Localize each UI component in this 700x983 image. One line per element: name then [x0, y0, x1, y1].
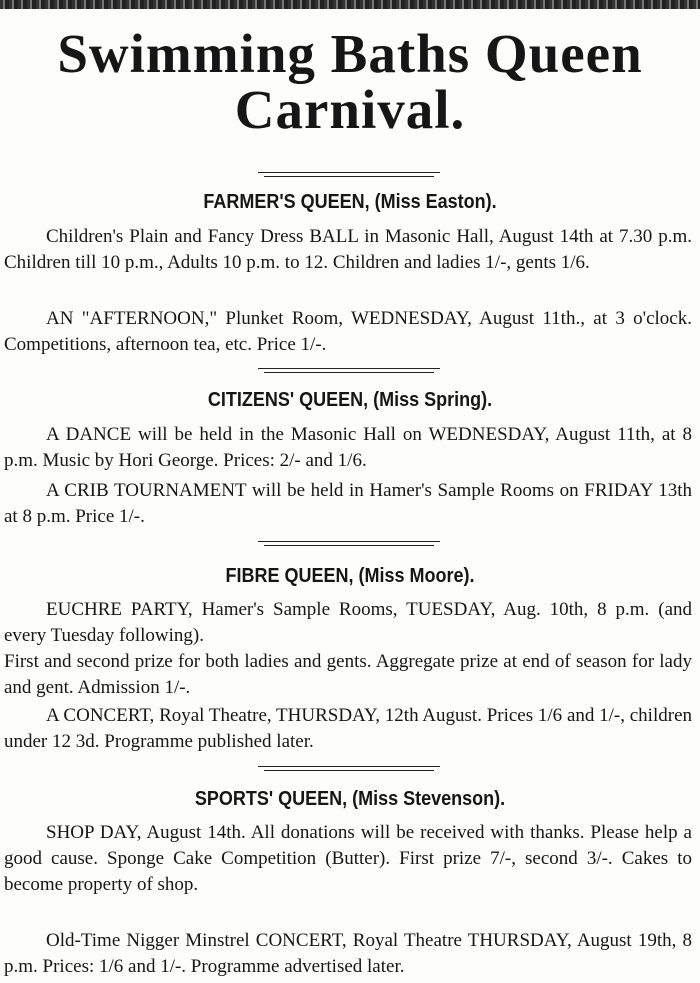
- divider-rule: [258, 368, 440, 374]
- paragraph-dance: A DANCE will be held in the Masonic Hall on WEDNESDAY, August 11th, at 8 p.m. Music by Hori George. Prices: 2/- and 1/6.: [4, 424, 692, 471]
- section-title-farmers-queen: FARMER'S QUEEN, (Miss Easton).: [203, 191, 497, 213]
- headline: [0, 23, 700, 140]
- section-title-citizens-queen: CITIZENS' QUEEN, (Miss Spring).: [207, 389, 493, 411]
- section-title-fibre-queen: FIBRE QUEEN, (Miss Moore).: [225, 565, 475, 587]
- paragraph-minstrel-concert: Old-Time Nigger Minstrel CONCERT, Royal Theatre THURSDAY, August 19th, 8 p.m. Prices: 1/6 and 1/-. Programme advertised later.: [4, 930, 692, 977]
- divider-rule: [258, 172, 440, 178]
- headline-line-1: Swimming Baths Queen: [57, 23, 643, 84]
- paragraph-crib-tournament: A CRIB TOURNAMENT will be held in Hamer's Sample Rooms on FRIDAY 13th at 8 p.m. Price 1/-.: [4, 480, 692, 527]
- paragraph-afternoon: AN "AFTERNOON," Plunket Room, WEDNESDAY, August 11th., at 3 o'clock. Competitions, afternoon tea, etc. Price 1/-.: [4, 308, 692, 355]
- paragraph-prizes: First and second prize for both ladies and gents. Aggregate prize at end of season for lady and gent. Admission 1/-.: [4, 651, 692, 698]
- paragraph-childrens-ball: Children's Plain and Fancy Dress BALL in Masonic Hall, August 14th at 7.30 p.m. Children till 10 p.m., Adults 10 p.m. to 12. Children and ladies 1/-, gents 1/6.: [4, 226, 692, 273]
- section-title-sports-queen: SPORTS' QUEEN, (Miss Stevenson).: [194, 788, 506, 810]
- divider-rule: [258, 766, 440, 772]
- paragraph-euchre-party: EUCHRE PARTY, Hamer's Sample Rooms, TUESDAY, Aug. 10th, 8 p.m. (and every Tuesday following).: [4, 599, 692, 646]
- divider-rule: [258, 541, 440, 547]
- headline-line-2: Carnival.: [234, 79, 466, 140]
- top-border-rule: [0, 0, 700, 9]
- paragraph-concert: A CONCERT, Royal Theatre, THURSDAY, 12th August. Prices 1/6 and 1/-, children under 12 3d. Programme published later.: [4, 705, 692, 752]
- paragraph-shop-day: SHOP DAY, August 14th. All donations will be received with thanks. Please help a good cause. Sponge Cake Competition (Butter). First prize 7/-, second 3/-. Cakes to become property of shop.: [4, 822, 692, 895]
